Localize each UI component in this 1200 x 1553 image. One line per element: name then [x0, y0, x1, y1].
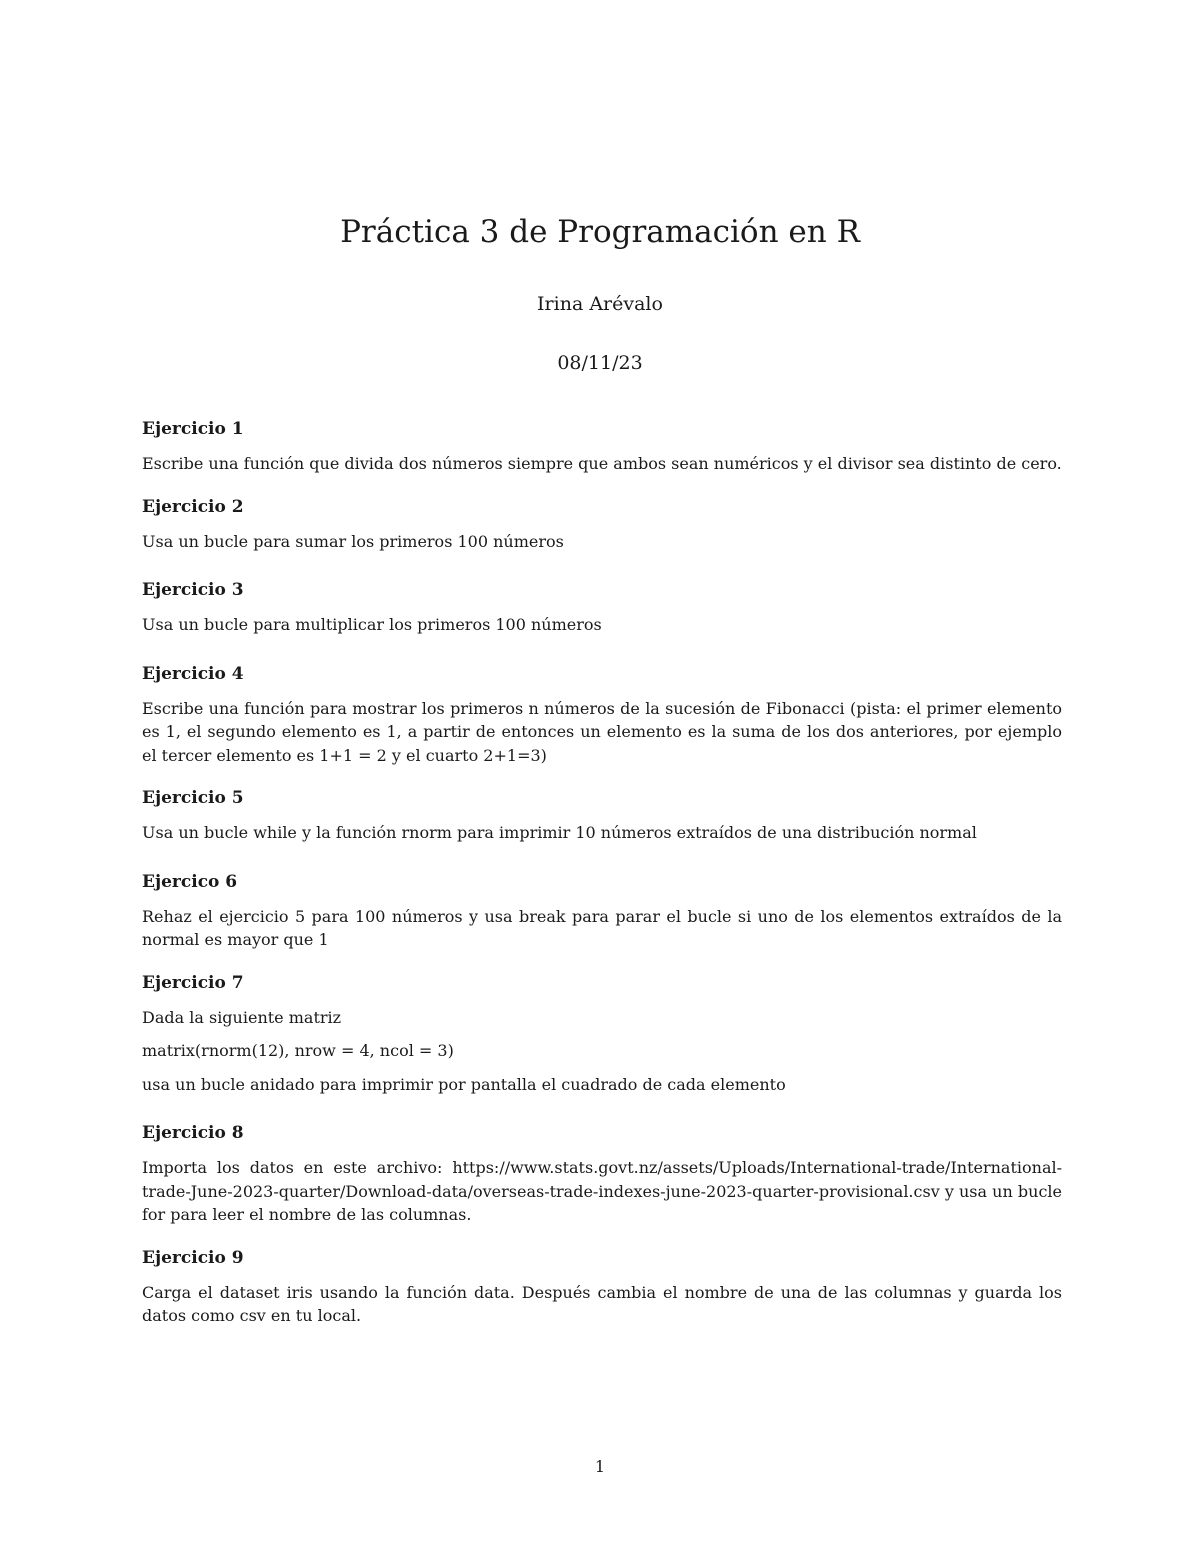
- document-body: [142, 416, 1062, 1338]
- section-ejercicio-3: [142, 577, 1062, 637]
- document-date: 08/11/23: [557, 352, 643, 374]
- section-ejercicio-8: [142, 1120, 1062, 1227]
- section-heading: Ejercicio 8: [142, 1123, 244, 1143]
- document-title: Práctica 3 de Programación en R: [340, 214, 860, 250]
- section-paragraph: Carga el dataset iris usando la función data. Después cambia el nombre de una de las columnas y guarda los datos como csv en tu local.: [142, 1282, 1062, 1325]
- section-ejercicio-5: [142, 785, 1062, 845]
- section-ejercicio-1: [142, 416, 1062, 476]
- section-heading: Ejercicio 4: [142, 663, 244, 684]
- section-paragraph: Escribe una función que divida dos números siempre que ambos sean numéricos y el divisor sea distinto de cero.: [142, 454, 1062, 473]
- section-paragraph: Dada la siguiente matriz: [142, 1007, 342, 1027]
- section-heading: Ejercicio 2: [142, 496, 244, 517]
- matrix-code: matrix(rnorm(12), nrow = 4, ncol = 3): [142, 1041, 454, 1060]
- section-ejercicio-7: [142, 970, 1062, 1097]
- section-paragraph: Escribe una función para mostrar los primeros n números de la sucesión de Fibonacci (pista: el primer elemento es 1, el segundo elemento es 1, a partir de entonces un elemento es la suma de los dos anteriores, por ejemplo el tercer elemento es 1+1 = 2 y el cuarto 2+1=3): [142, 698, 1062, 765]
- section-heading: Ejercicio 5: [142, 788, 244, 808]
- section-paragraph: Usa un bucle while y la función rnorm para imprimir 10 números extraídos de una distribución normal: [142, 823, 977, 842]
- page-number: 1: [594, 1457, 606, 1476]
- section-heading: Ejercicio 9: [142, 1247, 244, 1268]
- section-paragraph: Usa un bucle para sumar los primeros 100 números: [142, 531, 564, 551]
- section-ejercicio-4: [142, 661, 1062, 768]
- document-author: Irina Arévalo: [537, 293, 663, 315]
- section-ejercicio-2: [142, 494, 1062, 554]
- section-heading: Ejercicio 3: [142, 580, 244, 600]
- section-heading: Ejercicio 7: [142, 972, 244, 993]
- section-ejercicio-6: [142, 869, 1062, 952]
- section-paragraph: Usa un bucle para multiplicar los primeros 100 números: [142, 615, 602, 634]
- section-heading: Ejercico 6: [142, 871, 238, 892]
- section-paragraph: Importa los datos en este archivo: https://www.stats.govt.nz/assets/Uploads/International-trade/International-trade-June-2023-quarter/Download-data/overseas-trade-indexes-june-2023-quarter-provisional.csv y usa un bucle for para leer el nombre de las columnas.: [142, 1158, 1062, 1224]
- section-paragraph: usa un bucle anidado para imprimir por pantalla el cuadrado de cada elemento: [142, 1074, 786, 1094]
- section-ejercicio-9: [142, 1245, 1062, 1328]
- section-paragraph: Rehaz el ejercicio 5 para 100 números y usa break para parar el bucle si uno de los elementos extraídos de la normal es mayor que 1: [142, 906, 1062, 949]
- section-heading: Ejercicio 1: [142, 419, 244, 439]
